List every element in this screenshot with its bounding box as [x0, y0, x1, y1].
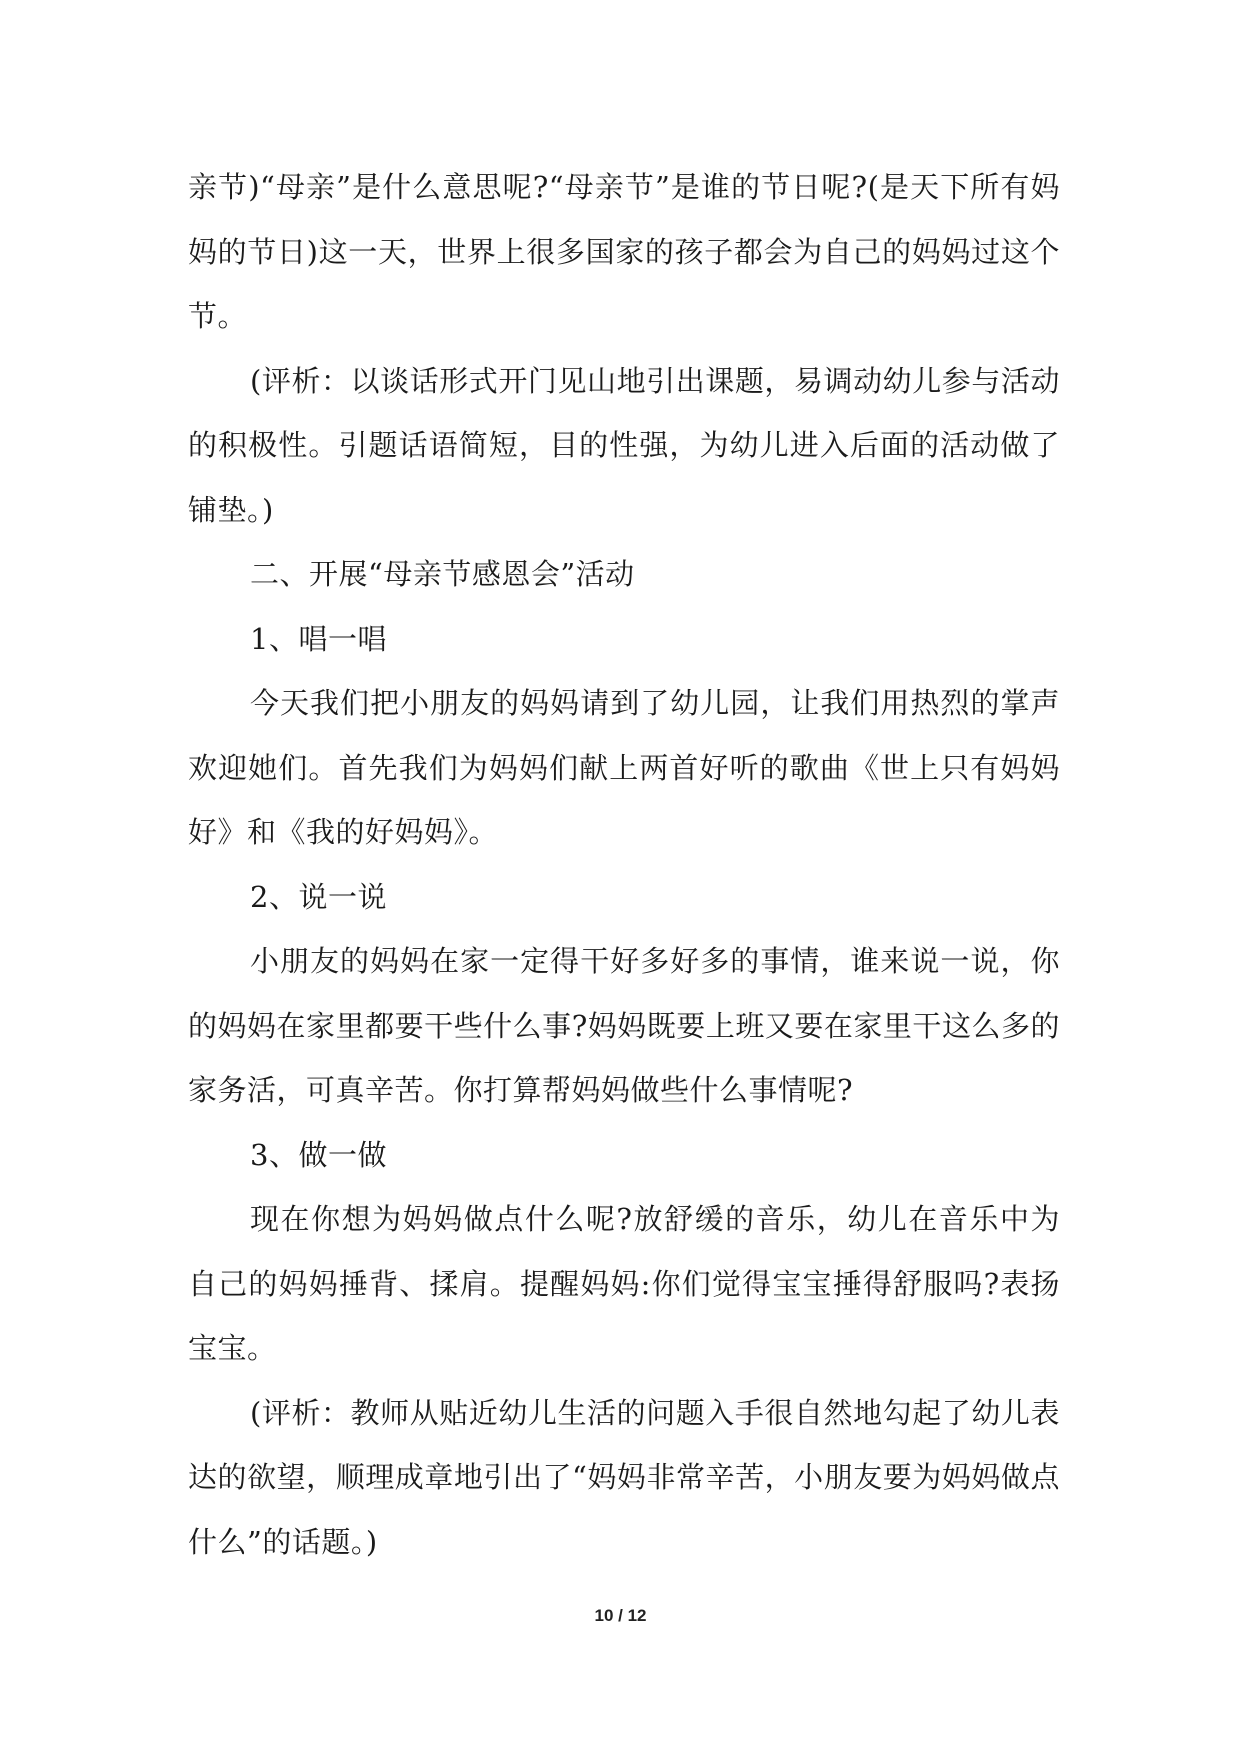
page-number: 10 / 12: [594, 1606, 647, 1625]
paragraph-talk: 小朋友的妈妈在家一定得干好多好多的事情，谁来说一说，你的妈妈在家里都要干些什么事?妈妈既要上班又要在家里干这么多的家务活，可真辛苦。你打算帮妈妈做些什么事情呢?: [188, 944, 1060, 1107]
document-body: [188, 155, 1060, 1574]
paragraph-commentary-1: (评析：以谈话形式开门见山地引出课题，易调动幼儿参与活动的积极性。引题话语简短，目的性强，为幼儿进入后面的活动做了铺垫。): [188, 363, 1060, 527]
paragraph-commentary-2: (评析：教师从贴近幼儿生活的问题入手很自然地勾起了幼儿表达的欲望，顺理成章地引出了“妈妈非常辛苦，小朋友要为妈妈做点什么”的话题。): [188, 1395, 1060, 1559]
subheading-sing: 1、唱一唱: [250, 621, 387, 656]
subheading-talk: 2、说一说: [250, 879, 387, 914]
section-heading-activity: 二、开展“母亲节感恩会”活动: [250, 557, 635, 591]
subheading-do: 3、做一做: [250, 1137, 387, 1172]
paragraph-continuation: 亲节)“母亲”是什么意思呢?“母亲节”是谁的节日呢?(是天下所有妈妈的节日)这一天，世界上很多国家的孩子都会为自己的妈妈过这个节。: [188, 170, 1060, 333]
paragraph-sing: 今天我们把小朋友的妈妈请到了幼儿园，让我们用热烈的掌声欢迎她们。首先我们为妈妈们献上两首好听的歌曲《世上只有妈妈好》和《我的好妈妈》。: [188, 686, 1060, 849]
paragraph-do: 现在你想为妈妈做点什么呢?放舒缓的音乐，幼儿在音乐中为自己的妈妈捶背、揉肩。提醒妈妈:你们觉得宝宝捶得舒服吗?表扬宝宝。: [188, 1202, 1060, 1365]
